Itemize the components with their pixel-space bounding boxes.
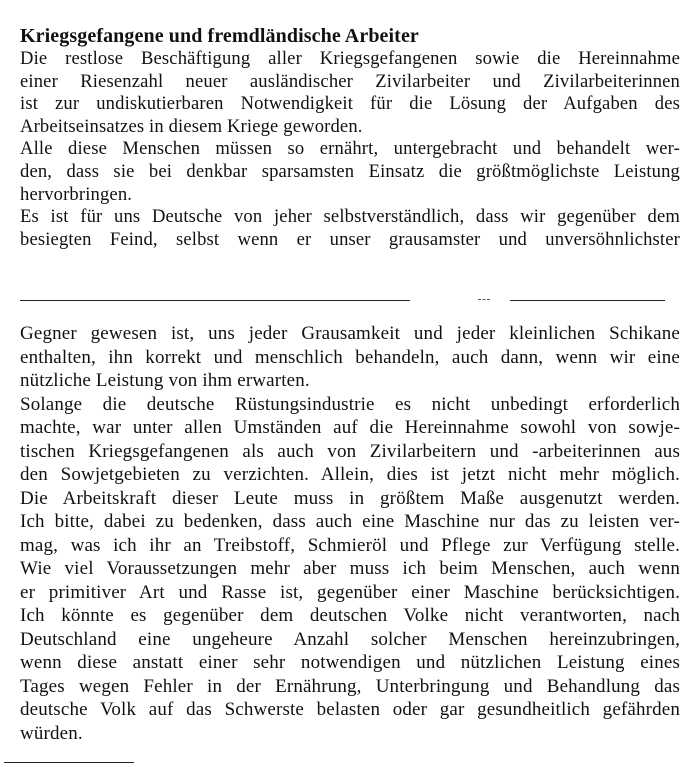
text-line: den, dass sie bei denkbar sparsamsten Einsatz die größtmöglichste Leistung <box>20 160 680 182</box>
text-line: Alle diese Menschen müssen so ernährt, untergebracht und behandelt wer- <box>20 138 680 160</box>
text-line: Arbeitseinsatzes in diesem Kriege geworden. <box>20 115 363 137</box>
text-line: er primitiver Art und Rasse ist, gegenüber einer Maschine berücksichtigen. <box>20 581 680 603</box>
text-line: besiegten Feind, selbst wenn er unser grausamster und unversöhnlichster <box>20 228 680 250</box>
text-line: Ich könnte es gegenüber dem deutschen Volke nicht verantworten, nach <box>20 605 680 626</box>
text-line: Ich bitte, dabei zu bedenken, dass auch eine Maschine nur das zu leisten ver- <box>20 511 680 532</box>
text-line: Es ist für uns Deutsche von jeher selbstverständlich, dass wir gegenüber dem <box>20 206 680 228</box>
text-line: hervorbringen. <box>20 183 133 205</box>
text-line: Wie viel Voraussetzungen mehr aber muss ich beim Menschen, auch wenn <box>20 558 680 579</box>
text-line: Tages wegen Fehler in der Ernährung, Unterbringung und Behandlung das <box>20 675 680 697</box>
text-line: enthalten, ihn korrekt und menschlich behandeln, auch dann, wenn wir eine <box>20 346 680 368</box>
top-text-block <box>20 24 680 251</box>
page-break-mark <box>478 299 490 300</box>
text-line: nützliche Leistung von ihm erwarten. <box>20 370 310 391</box>
text-line: tischen Kriegsgefangenen als auch von Zivilarbeitern und -arbeiterinnen aus <box>20 440 680 462</box>
section-heading: Kriegsgefangene und fremdländische Arbeiter <box>20 25 419 47</box>
text-line: machte, war unter allen Umständen auf die Hereinnahme sowohl von sowje- <box>20 417 680 438</box>
text-line: Gegner gewesen ist, uns jeder Grausamkeit und jeder kleinlichen Schikane <box>20 323 680 344</box>
bottom-text-block <box>20 322 680 745</box>
text-line: würden. <box>20 722 83 744</box>
text-line: wenn diese anstatt einer sehr notwendigen und nützlichen Leistung eines <box>20 652 680 673</box>
text-line: mag, was ich ihr an Treibstoff, Schmieröl und Pflege zur Verfügung stelle. <box>20 534 680 556</box>
page-break-rule-right <box>510 300 665 301</box>
text-line: den Sowjetgebieten zu verzichten. Allein, dies ist jetzt nicht mehr möglich. <box>20 464 680 485</box>
text-line: einer Riesenzahl neuer ausländischer Zivilarbeiter und Zivilarbeiterinnen <box>20 70 680 92</box>
text-line: Deutschland eine ungeheure Anzahl solcher Menschen hereinzubringen, <box>20 628 680 650</box>
text-line: Solange die deutsche Rüstungsindustrie es nicht unbedingt erforderlich <box>20 393 680 415</box>
page-break-rule <box>20 300 410 301</box>
text-line: Die Arbeitskraft dieser Leute muss in größtem Maße ausgenutzt werden. <box>20 487 680 509</box>
bottom-underline <box>4 762 134 763</box>
text-line: deutsche Volk auf das Schwerste belasten oder gar gesundheitlich gefährden <box>20 699 680 720</box>
text-line: ist zur undiskutierbaren Notwendigkeit für die Lösung der Aufgaben des <box>20 93 680 115</box>
text-line: Die restlose Beschäftigung aller Kriegsgefangenen sowie die Hereinnahme <box>20 48 680 69</box>
